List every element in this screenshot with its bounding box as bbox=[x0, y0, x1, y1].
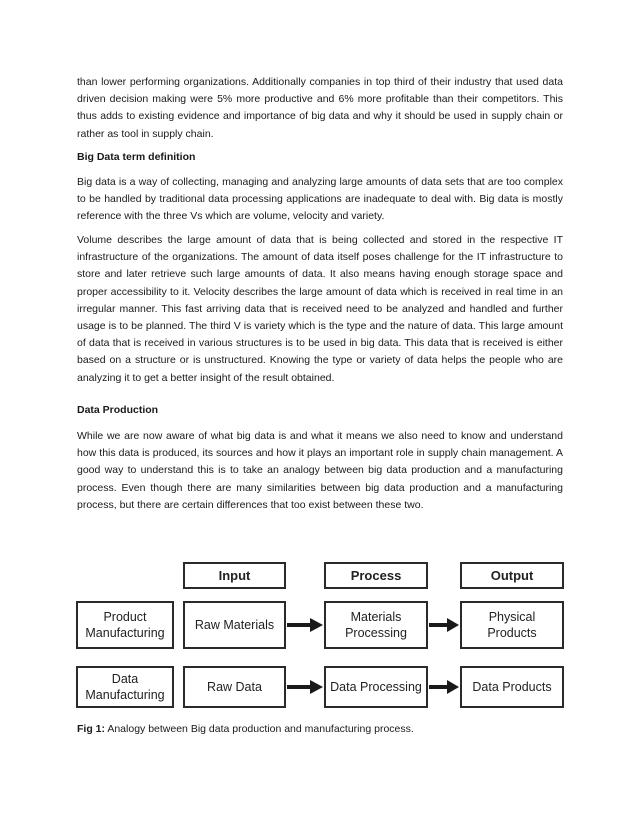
box-data-products: Data Products bbox=[460, 666, 564, 708]
header-output: Output bbox=[460, 562, 564, 589]
heading-data-production: Data Production bbox=[77, 404, 159, 416]
arrowhead-1 bbox=[310, 618, 323, 632]
paragraph-data-production: While we are now aware of what big data is and what it means we also need to know and understand how this data is produced, its sources and how it plays an important role in supply chain management. A good way to understand this is to take an analogy between big data production and a manufacturing process. Even though there are many similarities between big data production and a manufacturing process, but there are certain differences that too exist between these two. bbox=[77, 430, 563, 511]
box-materials-processing: Materials Processing bbox=[324, 601, 428, 649]
header-input: Input bbox=[183, 562, 286, 589]
box-physical-products: Physical Products bbox=[460, 601, 564, 649]
paragraph-intro: than lower performing organizations. Additionally companies in top third of their industry that used data driven decision making were 5% more productive and 6% more profitable than their competitors. This thus adds to existing evidence and importance of big data and why it should be used in supply chain or rather as tool in supply chain. bbox=[77, 76, 563, 140]
box-raw-materials: Raw Materials bbox=[183, 601, 286, 649]
paragraph-definition: Big data is a way of collecting, managing and analyzing large amounts of data sets that are too complex to be handled by traditional data processing applications are inadequate to deal with. Big data is mostly reference with the three Vs which are volume, velocity and variety. bbox=[77, 176, 563, 223]
heading-big-data-definition: Big Data term definition bbox=[77, 151, 196, 163]
arrowhead-3 bbox=[310, 680, 323, 694]
figure-caption bbox=[77, 721, 414, 738]
box-data-processing: Data Processing bbox=[324, 666, 428, 708]
box-raw-data: Raw Data bbox=[183, 666, 286, 708]
row-label-data-manufacturing: Data Manufacturing bbox=[76, 666, 174, 708]
header-process: Process bbox=[324, 562, 428, 589]
caption-text: Analogy between Big data production and manufacturing process. bbox=[105, 723, 414, 735]
row-label-product-manufacturing: Product Manufacturing bbox=[76, 601, 174, 649]
caption-label: Fig 1: bbox=[77, 723, 105, 735]
arrowhead-4 bbox=[447, 680, 459, 694]
arrowhead-2 bbox=[447, 618, 459, 632]
paragraph-three-vs: Volume describes the large amount of data that is being collected and stored in the respective IT infrastructure of the organizations. The amount of data itself poses challenge for the IT infrastructure to store and later retrieve such large amounts of data. It also means having enough storage space and proper accessibility to it. Velocity describes the large amount of data which is received in real time in an irregular manner. This fast arriving data that is received need to be analyzed and handled and further usage is to be planned. The third V is variety which is the type and the nature of data. This large amount of data that is received in various structures is to be used in big data. This data that is received is either based on a structure or is unstructured. Knowing the type or variety of data helps the people who are analyzing it to get a better insight of the result obtained. bbox=[77, 234, 563, 384]
